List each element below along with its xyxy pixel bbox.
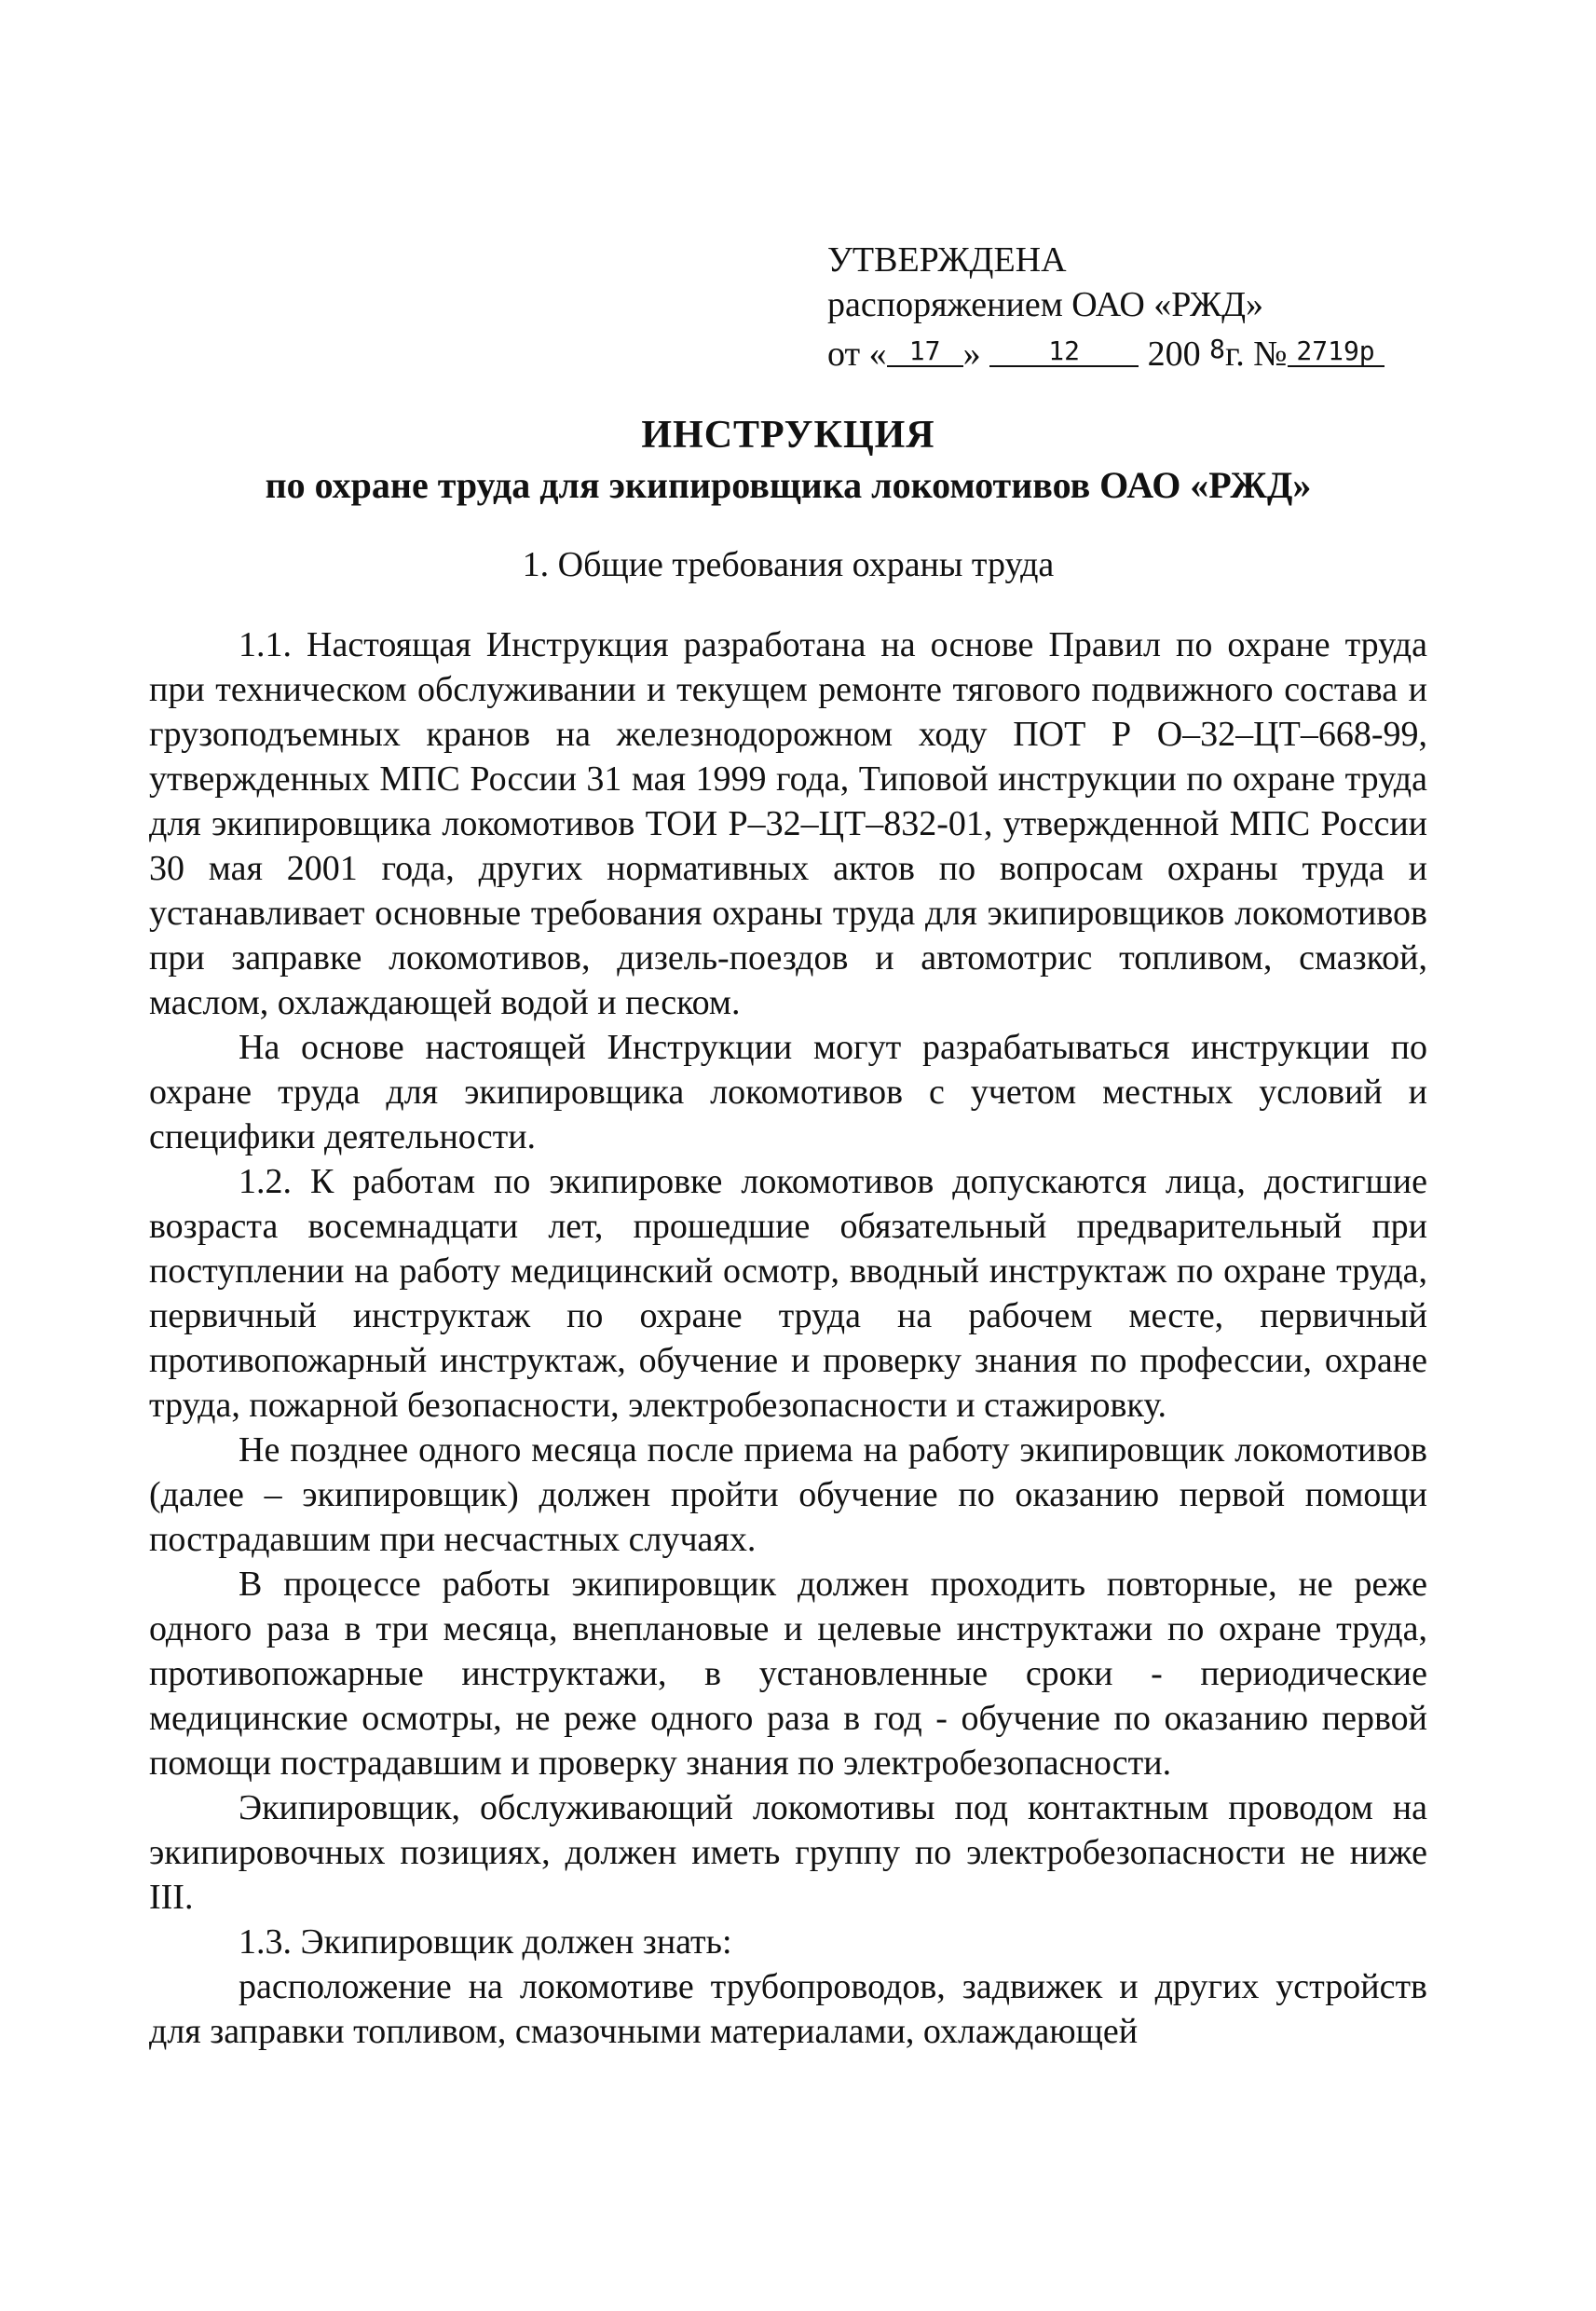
date-from-prefix: от « (827, 335, 887, 374)
title-subject: по охране труда для экипировщика локомотивов ОАО «РЖД» (265, 464, 1312, 506)
date-day-field: 17 (887, 337, 963, 367)
title-instruction: ИНСТРУКЦИЯ (641, 414, 935, 457)
paragraph: На основе настоящей Инструкции могут разрабатываться инструкции по охране труда для экипировщика локомотивов с учетом местных условий и специфики деятельности. (149, 1028, 1427, 1156)
date-year-suffix: 8 (1209, 334, 1225, 364)
paragraph: Экипировщик, обслуживающий локомотивы под контактным проводом на экипировочных позициях, должен иметь группу по электробезопасности не ниже III. (149, 1788, 1427, 1917)
date-year-unit: г. № (1224, 335, 1288, 374)
paragraph: Не позднее одного месяца после приема на работу экипировщик локомотивов (далее – экипировщик) должен пройти обучение по оказанию первой помощи пострадавшим при несчастных случаях. (149, 1430, 1427, 1559)
date-quote-close: » (962, 335, 981, 374)
date-month-field: 12 (989, 337, 1139, 367)
date-year-prefix: 200 (1147, 335, 1201, 374)
paragraph: 1.1. Настоящая Инструкция разработана на основе Правил по охране труда при техническом обслуживании и текущем ремонте тягового подвижного состава и грузоподъемных кранов на железнодорожном ходу ПОТ Р О–32–ЦТ–668-99, утвержденных МПС России 31 мая 1999 года, Типовой инструкции по охране труда для экипировщика локомотивов ТОИ Р–32–ЦТ–832-01, утвержденной МПС России 30 мая 2001 года, других нормативных актов по вопросам охраны труда и устанавливает основные требования охраны труда для экипировщиков локомотивов при заправке локомотивов, дизель-поездов и автомотрис топливом, смазкой, маслом, охлаждающей водой и песком. (149, 625, 1427, 1022)
order-number-field: 2719р (1288, 337, 1385, 367)
paragraph: 1.2. К работам по экипировке локомотивов допускаются лица, достигшие возраста восемнадцати лет, прошедшие обязательный предварительный при поступлении на работу медицинский осмотр, вводный инструктаж по охране труда, первичный инструктаж по охране труда на рабочем месте, первичный противопожарный инструктаж, обучение и проверку знания по профессии, охране труда, пожарной безопасности, электробезопасности и стажировку. (149, 1162, 1427, 1425)
approval-stamp (827, 238, 1385, 376)
document-title (149, 410, 1427, 511)
approval-line-approved: УТВЕРЖДЕНА (827, 240, 1067, 280)
paragraph: расположение на локомотиве трубопроводов, задвижек и других устройств для заправки топливом, смазочными материалами, охлаждающей (149, 1967, 1427, 2051)
paragraph: В процессе работы экипировщик должен проходить повторные, не реже одного раза в три месяца, внеплановые и целевые инструктажи по охране труда, противопожарные инструктажи, в установленные сроки - периодические медицинские осмотры, не реже одного раза в год - обучение по оказанию первой помощи пострадавшим и проверку знания по электробезопасности. (149, 1565, 1427, 1783)
section-body (149, 622, 1427, 2054)
approval-line-order: распоряжением ОАО «РЖД» (827, 285, 1264, 324)
paragraph: 1.3. Экипировщик должен знать: (239, 1922, 732, 1962)
approval-line-date (827, 327, 1385, 376)
section-heading: 1. Общие требования охраны труда (522, 545, 1055, 584)
